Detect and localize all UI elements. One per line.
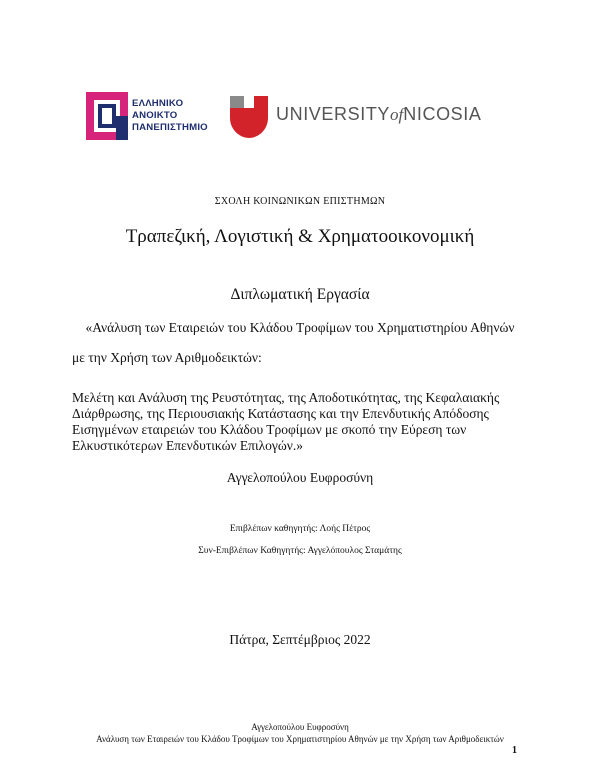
thesis-title-line1: «Ανάλυση των Εταιρειών του Κλάδου Τροφίμων του Χρηματιστηρίου Αθηνών — [85, 320, 515, 335]
unic-logo-nicosia: NICOSIA — [403, 104, 482, 124]
school-name: ΣΧΟΛΗ ΚΟΙΝΩΝΙΚΩΝ ΕΠΙΣΤΗΜΩΝ — [214, 196, 386, 207]
unic-logo-of: of — [390, 105, 404, 124]
unic-logo-university: UNIVERSITY — [276, 104, 391, 124]
thesis-subtitle: Μελέτη και Ανάλυση της Ρευστότητας, της Αποδοτικότητας, της Κεφαλαιακής Διάρθρωσης, της Περιουσιακής Κατάστασης και την Επενδυτικής Απόδοσης Εισηγμένων εταιρειών του Κλάδου Τροφίμων με σκοπό την Εύρεση των Ελκυστικότερων Επενδυτικών Επιλογών.» — [72, 390, 500, 453]
unic-logo — [230, 96, 500, 138]
eap-logo-mark — [86, 92, 128, 140]
co-supervisor: Συν-Επιβλέπων Καθηγητής: Αγγελόπουλος Σταμάτης — [198, 546, 402, 556]
eap-logo-line: ΕΛΛΗΝΙΚΟ — [132, 98, 184, 109]
unic-shield-icon — [230, 96, 268, 138]
eap-logo — [86, 92, 216, 140]
thesis-type: Διπλωματική Εργασία — [230, 286, 370, 303]
author-name: Αγγελοπούλου Ευφροσύνη — [226, 470, 374, 485]
supervisor: Επιβλέπων καθηγητής: Λοής Πέτρος — [229, 524, 371, 534]
eap-logo-text — [132, 98, 208, 134]
footer-title: Ανάλυση των Εταιρειών του Κλάδου Τροφίμων του Χρηματιστηρίου Αθηνών με την Χρήση των Αριθμοδεικτών — [96, 734, 504, 744]
footer-author: Αγγελοπούλου Ευφροσύνη — [251, 722, 349, 732]
department-title: Τραπεζική, Λογιστική & Χρηματοοικονομική — [125, 226, 475, 247]
eap-logo-line: ΠΑΝΕΠΙΣΤΗΜΙΟ — [132, 122, 208, 133]
unic-logo-text — [276, 104, 481, 125]
place-date: Πάτρα, Σεπτέμβριος 2022 — [229, 632, 371, 647]
page-number: 1 — [512, 745, 517, 756]
eap-logo-line: ΑΝΟΙΚΤΟ — [132, 110, 178, 121]
thesis-title-line2: με την Χρήση των Αριθμοδεικτών: — [72, 350, 262, 365]
